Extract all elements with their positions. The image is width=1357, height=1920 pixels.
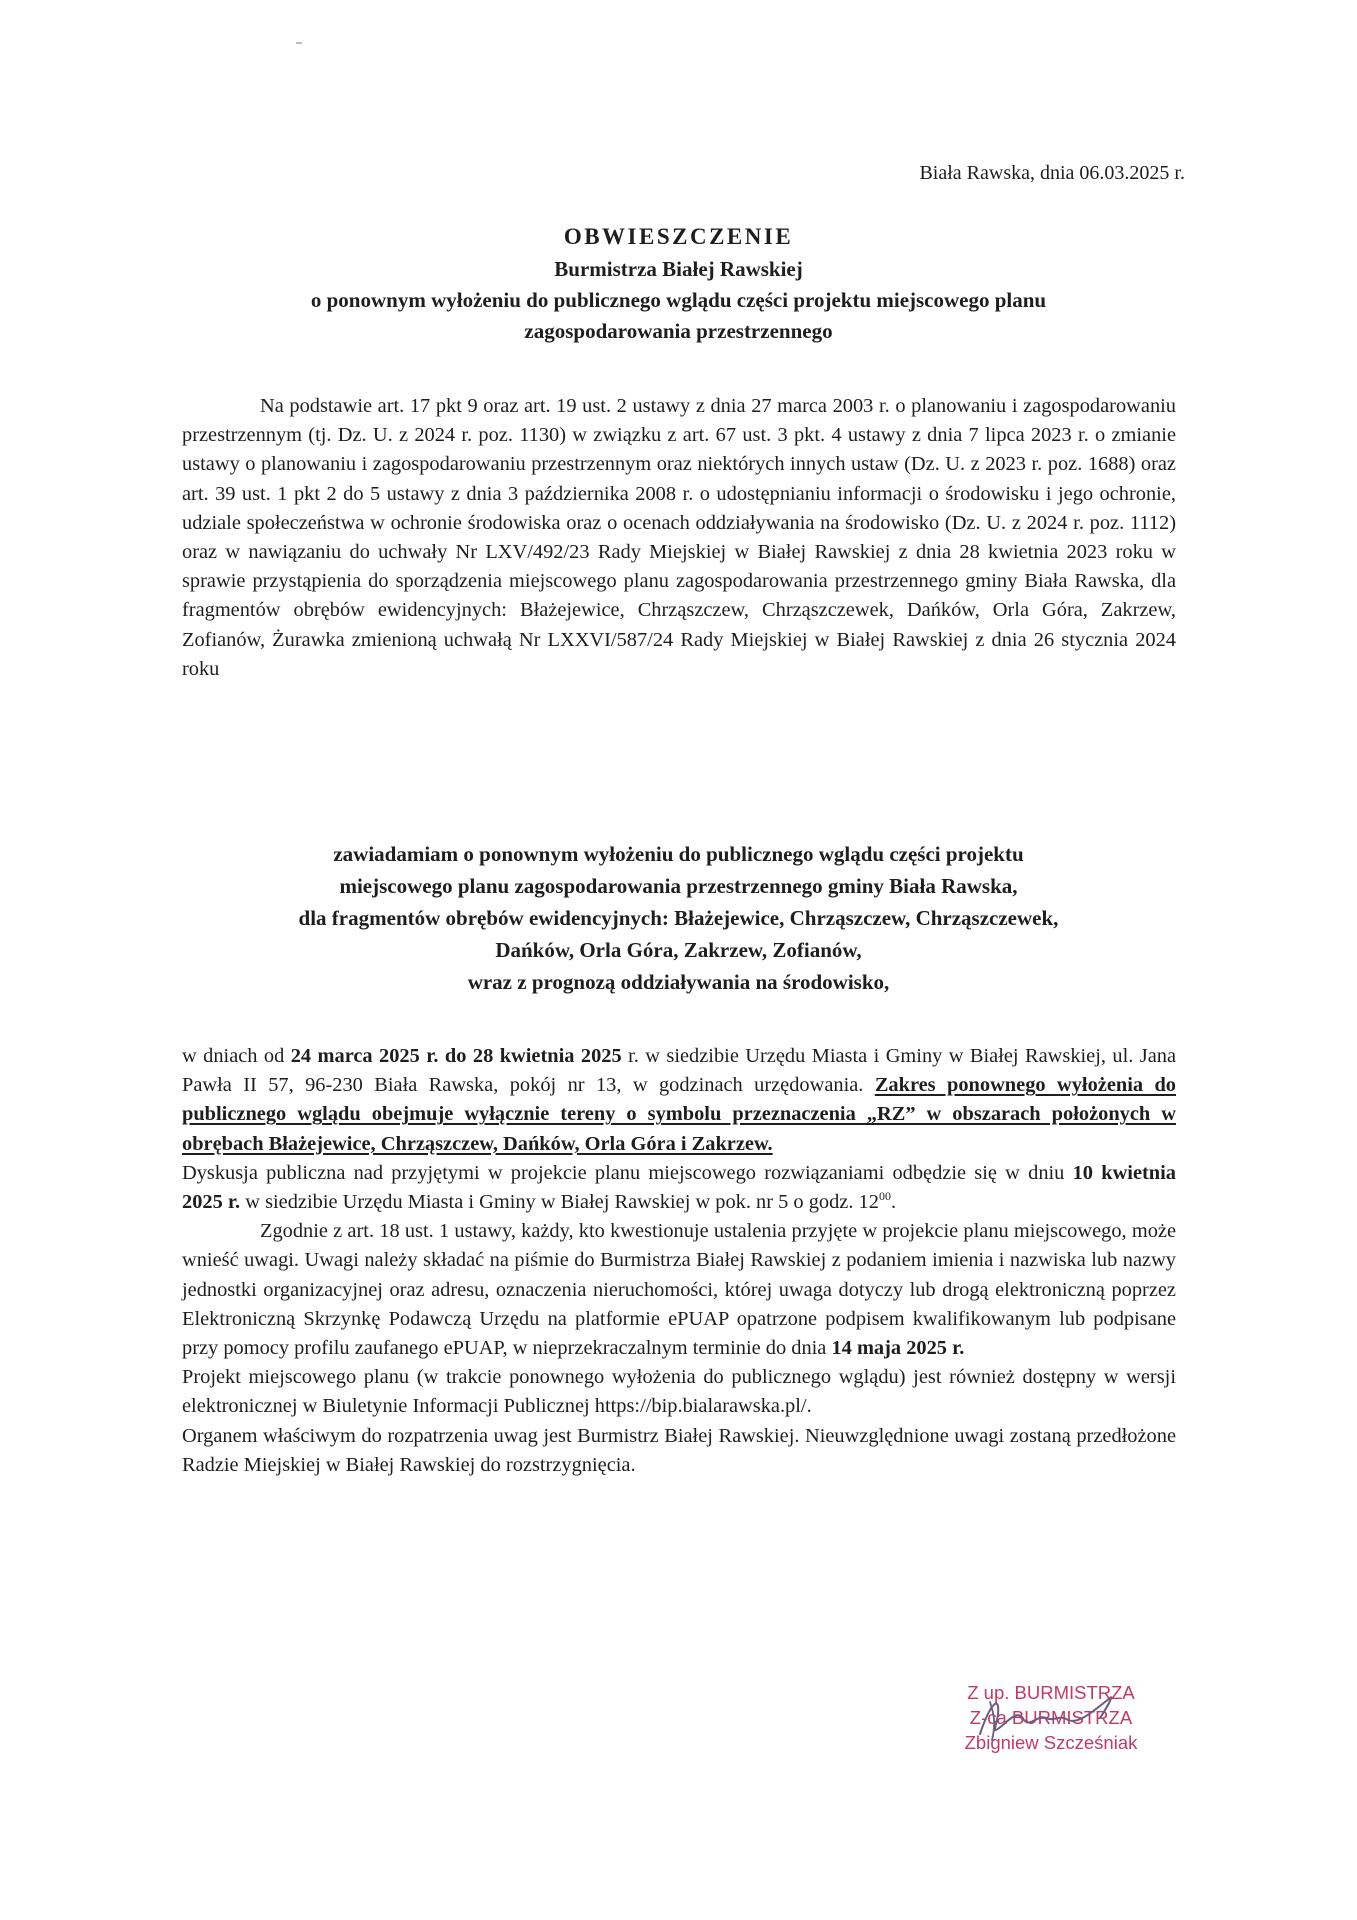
announcement-line-4: Dańków, Orla Góra, Zakrzew, Zofianów, — [495, 938, 862, 962]
announcement-line-2: miejscowego planu zagospodarowania przestrzennego gminy Biała Rawska, — [339, 874, 1018, 898]
announcement-block — [150, 838, 1207, 998]
legal-basis-text: Na podstawie art. 17 pkt 9 oraz art. 19 ust. 2 ustawy z dnia 27 marca 2003 r. o planowaniu i zagospodarowaniu przestrzennym (tj. Dz. U. z 2024 r. poz. 1130) w związku z art. 67 ust. 3 pkt. 4 ustawy z dnia 7 lipca 2023 r. o zmianie ustawy o planowaniu i zagospodarowaniu przestrzennym oraz niektórych innych ustaw (Dz. U. z 2023 r. poz. 1688) oraz art. 39 ust. 1 pkt 2 do 5 ustawy z dnia 3 października 2008 r. o udostępnianiu informacji o środowisku i jego ochronie, udziale społeczeństwa w ochronie środowiska oraz o ocenach oddziaływania na środowisko (Dz. U. z 2024 r. poz. 1112) oraz w nawiązaniu do uchwały Nr LXV/492/23 Rady Miejskiej w Białej Rawskiej z dnia 28 kwietnia 2023 roku w sprawie przystąpienia do sporządzenia miejscowego planu zagospodarowania przestrzennego gminy Biała Rawska, dla fragmentów obrębów ewidencyjnych: Błażejewice, Chrząszczew, Chrząszczewek, Dańków, Orla Góra, Zakrzew, Zofianów, Żurawka zmienioną uchwałą Nr LXXVI/587/24 Rady Miejskiej w Białej Rawskiej z dnia 26 stycznia 2024 roku — [182, 395, 1176, 680]
discussion-minutes: 00 — [878, 1189, 891, 1204]
document-title: OBWIESZCZENIE — [563, 224, 794, 249]
stamp-line-3: Zbigniew Szcześniak — [964, 1732, 1138, 1753]
discussion-prefix: Dyskusja publiczna nad przyjętymi w projekcie planu miejscowego rozwiązaniami odbędzie się w dniu — [182, 1161, 1073, 1184]
announcement-line-3: dla fragmentów obrębów ewidencyjnych: Błażejewice, Chrząszczew, Chrząszczewek, — [298, 906, 1059, 930]
title-block — [150, 220, 1207, 347]
legal-basis-paragraph — [182, 392, 1176, 684]
discussion-location: w siedzibie Urzędu Miasta i Gminy w Białej Rawskiej w pok. nr 5 o godz. 12 — [240, 1191, 879, 1214]
announcement-line-1: zawiadamiam o ponownym wyłożeniu do publicznego wglądu części projektu — [333, 842, 1024, 866]
discussion-date: 10 kwietnia 2025 r. — [182, 1161, 1176, 1214]
period-date-to: 28 kwietnia 2025 — [472, 1045, 622, 1067]
title-subject-line-2: zagospodarowania przestrzennego — [524, 319, 833, 343]
place-date: Biała Rawska, dnia 06.03.2025 r. — [919, 162, 1185, 184]
period-mid: r. do — [419, 1045, 473, 1067]
authority-paragraph: Organem właściwym do rozpatrzenia uwag jest Burmistrz Białej Rawskiej. Nieuwzględnione uwagi zostaną przedłożone Radzie Miejskiej w Białej Rawskiej do rozstrzygnięcia. — [182, 1424, 1176, 1476]
comments-text: Zgodnie z art. 18 ust. 1 ustawy, każdy, kto kwestionuje ustalenia przyjęte w projekcie planu miejscowego, może wnieść uwagi. Uwagi należy składać na piśmie do Burmistrza Białej Rawskiej z podaniem imienia i nazwiska lub nazwy jednostki organizacyjnej oraz adresu, oznaczenia nieruchomości, której uwaga dotyczy lub drogą elektroniczną poprzez Elektroniczną Skrzynkę Podawczą Urzędu na platformie ePUAP opatrzone podpisem kwalifikowanym lub podpisane przy pomocy profilu zaufanego ePUAP, w nieprzekraczalnym terminie do dnia — [182, 1220, 1176, 1360]
period-location: r. w siedzibie Urzędu Miasta i Gminy w Białej Rawskiej, ul. Jana Pawła II 57, 96-230 Biała Rawska, pokój nr 13, w godzinach urzędowania. — [182, 1045, 1177, 1097]
title-issuer: Burmistrza Białej Rawskiej — [554, 257, 803, 281]
handwritten-signature — [960, 1684, 1140, 1744]
title-subject-line-1: o ponownym wyłożeniu do publicznego wglądu części projektu miejscowego planu — [310, 288, 1047, 312]
comments-paragraph — [182, 1217, 1176, 1363]
comments-deadline: 14 maja 2025 r. — [831, 1337, 965, 1360]
scope-notice: Zakres ponownego wyłożenia do publicznego wglądu obejmuje wyłącznie tereny o symbolu przeznaczenia „RZ” w obszarach położonych w obrębach Błażejewice, Chrząszczew, Dańków, Orla Góra i Zakrzew. — [182, 1074, 1176, 1155]
body-block — [182, 1042, 1176, 1480]
announcement-line-5: wraz z prognozą oddziaływania na środowisko, — [467, 970, 890, 994]
stamp-line-1: Z up. BURMISTRZA — [967, 1682, 1135, 1703]
period-paragraph — [182, 1042, 1176, 1159]
scan-speck — [296, 42, 302, 44]
discussion-paragraph — [182, 1159, 1176, 1217]
period-prefix: w dniach od — [182, 1045, 291, 1067]
discussion-end: . — [890, 1191, 897, 1214]
electronic-paragraph: Projekt miejscowego planu (w trakcie ponownego wyłożenia do publicznego wglądu) jest również dostępny w wersji elektronicznej w Biuletynie Informacji Publicznej https://bip.bialarawska.pl/. — [182, 1366, 1176, 1418]
period-date-from: 24 marca 2025 — [290, 1045, 420, 1067]
stamp-line-2: Z-ca BURMISTRZA — [969, 1707, 1133, 1728]
